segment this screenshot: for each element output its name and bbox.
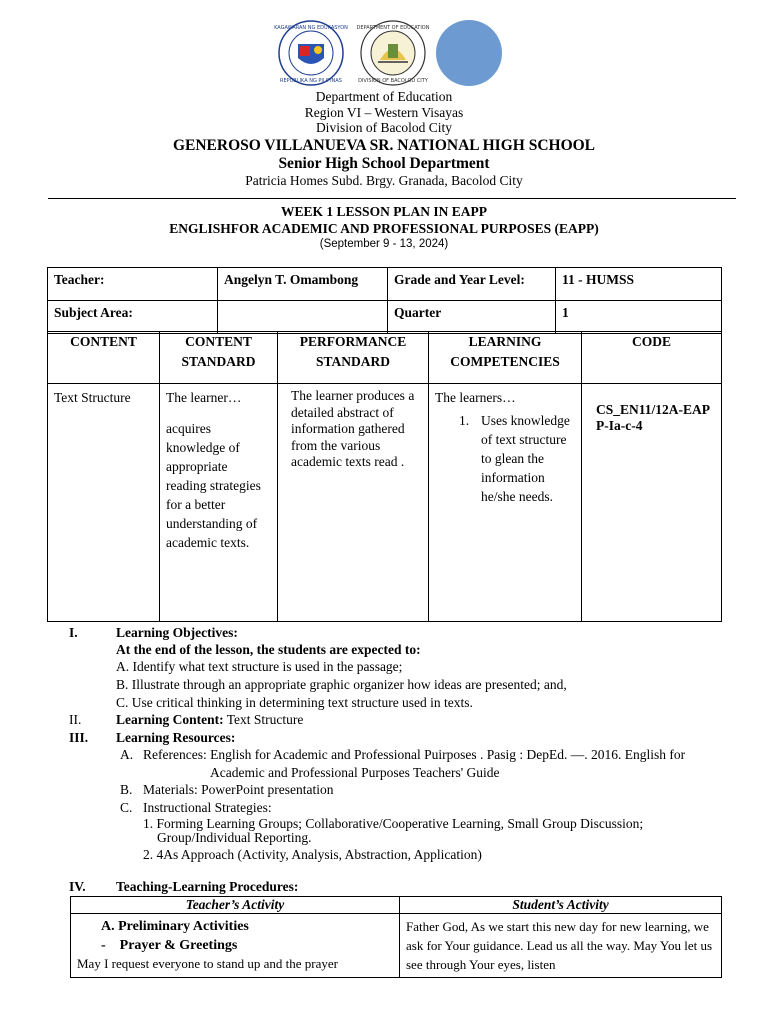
section-3-title: Learning Resources: (116, 730, 236, 745)
resource-c: Instructional Strategies: (143, 800, 272, 815)
competencies-cell (429, 384, 582, 622)
strategy-1-line2: Group/Individual Reporting. (157, 830, 312, 845)
section-2-number: II. (69, 712, 82, 727)
quarter-value: 1 (556, 301, 722, 334)
svg-text:DIVISION OF BACOLOD CITY: DIVISION OF BACOLOD CITY (358, 78, 428, 84)
teacher-activity-cell (71, 914, 400, 978)
section-2-title: Learning Content: (116, 712, 224, 727)
competencies-intro: The learners… (435, 390, 516, 405)
objective-c: C. Use critical thinking in determining text structure used in texts. (116, 695, 473, 710)
resource-b: Materials: PowerPoint presentation (143, 782, 334, 797)
date-range: (September 9 - 13, 2024) (319, 238, 449, 250)
header-divider (48, 198, 736, 199)
svg-text:DEPARTMENT OF EDUCATION: DEPARTMENT OF EDUCATION (356, 25, 430, 31)
logo-group (274, 20, 508, 86)
section-2-value: Text Structure (223, 712, 304, 727)
section-1-title: Learning Objectives: (116, 625, 238, 640)
resource-a-line2: Academic and Professional Purposes Teachers' Guide (210, 765, 500, 780)
content-table (47, 331, 722, 622)
prayer-greetings: - Prayer & Greetings (101, 938, 238, 953)
strategy-1-line1: 1. Forming Learning Groups; Collaborative/Cooperative Learning, Small Group Discussion; (143, 816, 644, 831)
header-learning-competencies: LEARNING COMPETENCIES (429, 332, 582, 384)
content-standard-body: acquires knowledge of appropriate reading strategies for a better understanding of academic texts. (166, 421, 261, 550)
content-cell: Text Structure (48, 384, 160, 622)
section-4-title: Teaching-Learning Procedures: (116, 879, 299, 894)
objective-a: A. Identify what text structure is used in the passage; (116, 659, 403, 674)
teacher-activity-header: Teacher’s Activity (71, 897, 400, 914)
objective-b: B. Illustrate through an appropriate graphic organizer how ideas are presented; and, (116, 677, 567, 692)
resource-a-letter: A. (120, 747, 134, 762)
grade-value: 11 - HUMSS (556, 268, 722, 301)
grade-label: Grade and Year Level: (388, 268, 556, 301)
header-code: CODE (582, 332, 722, 384)
student-activity-cell: Father God, As we start this new day for new learning, we ask for Your guidance. Lead us all the way. May You let us see through Your eyes, listen (400, 914, 722, 978)
student-activity-header: Student’s Activity (400, 897, 722, 914)
school-logo-placeholder (436, 20, 502, 86)
section-4-number: IV. (69, 879, 86, 894)
teacher-value: Angelyn T. Omambong (218, 268, 388, 301)
content-standard-intro: The learner… (166, 390, 242, 405)
performance-standard-cell: The learner produces a detailed abstract of information gathered from the various academic texts read . (278, 384, 429, 622)
svg-text:REPUBLIKA NG PILIPINAS: REPUBLIKA NG PILIPINAS (280, 78, 342, 84)
header-content: CONTENT (48, 332, 160, 384)
header-performance-standard: PERFORMANCE STANDARD (278, 332, 429, 384)
objectives-intro: At the end of the lesson, the students are expected to: (116, 642, 421, 657)
division-seal-logo (356, 20, 430, 86)
section-3-number: III. (69, 730, 89, 745)
deped-seal-logo (274, 20, 348, 86)
competency-text: Uses knowledge of text structure to glean the information he/she needs. (481, 413, 570, 504)
week-title: WEEK 1 LESSON PLAN IN EAPP (281, 204, 487, 219)
preliminary-activities: A. Preliminary Activities (101, 919, 249, 934)
resource-a-line1: References: English for Academic and Professional Puirposes . Pasig : DepEd. —. 2016. English for (143, 747, 686, 762)
info-table (47, 267, 722, 334)
quarter-label: Quarter (388, 301, 556, 334)
section-2-line (116, 711, 303, 728)
school-name: GENEROSO VILLANUEVA SR. NATIONAL HIGH SCHOOL (172, 137, 596, 154)
teacher-label: Teacher: (48, 268, 218, 301)
competency-item (435, 411, 575, 506)
content-standard-cell (160, 384, 278, 622)
header-content-standard: CONTENT STANDARD (160, 332, 278, 384)
subject-area-label: Subject Area: (48, 301, 218, 334)
region-line: Region VI – Western Visayas (304, 105, 464, 120)
subject-title: ENGLISHFOR ACADEMIC AND PROFESSIONAL PURPOSES (EAPP) (169, 221, 599, 236)
division-line: Division of Bacolod City (315, 120, 453, 135)
section-1-number: I. (69, 625, 78, 640)
school-address: Patricia Homes Subd. Brgy. Granada, Bacolod City (245, 173, 523, 188)
teacher-instruction: May I request everyone to stand up and the prayer (77, 956, 338, 971)
resource-c-letter: C. (120, 800, 133, 815)
svg-text:KAGAWARAN NG EDUKASYON: KAGAWARAN NG EDUKASYON (274, 25, 348, 31)
resource-b-letter: B. (120, 782, 133, 797)
competency-number: 1. (459, 413, 470, 428)
code-cell: CS_EN11/12A-EAPP-Ia-c-4 (582, 384, 722, 622)
dept-line: Department of Education (315, 89, 453, 104)
strategy-2: 2. 4As Approach (Activity, Analysis, Abstraction, Application) (143, 847, 482, 862)
department-name: Senior High School Department (278, 155, 490, 172)
subject-area-value (218, 301, 388, 334)
activity-table (70, 896, 722, 978)
